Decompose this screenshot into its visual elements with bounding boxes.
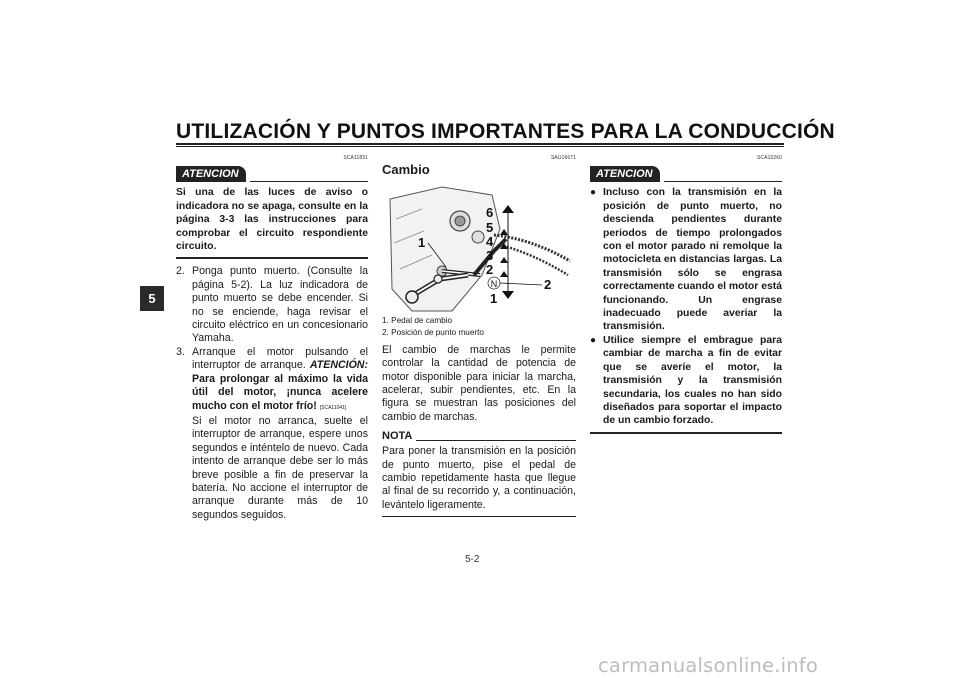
attention-code: [SCA11041] (319, 404, 347, 411)
step-number: 3. (176, 345, 185, 358)
warning-badge: ATENCION (590, 166, 660, 182)
warning-end-rule (590, 432, 782, 434)
title-rule (176, 143, 784, 145)
bullet-dot-icon: ● (590, 187, 597, 199)
step-text: Ponga punto muerto. (Consulte la página 5-2). La luz indicadora de punto muerto se debe encender. Si no se enciende, haga revisar el circuito eléctrico en un concesionario Yamaha. (192, 265, 368, 345)
watermark: carmanualsonline.info (598, 654, 818, 677)
nota-label: NOTA (382, 430, 413, 443)
warning-line (250, 181, 368, 182)
column-right (590, 152, 782, 440)
nota-text: Para poner la transmisión en la posición de punto muerto, pise el pedal de cambio repetidamente hasta que llegue al final de su recorrido y, a continuación, levántelo ligeramente. (382, 445, 576, 511)
gear-label-5: 5 (486, 219, 494, 235)
step-3 (176, 346, 368, 522)
warning-header (176, 166, 368, 182)
gear-label-3: 3 (486, 247, 494, 263)
callout-1: 1 (418, 234, 426, 250)
chapter-tab: 5 (140, 286, 164, 311)
shift-pedal-figure (382, 179, 576, 315)
nota-line (416, 440, 576, 441)
attention-label: ATENCIÓN: (309, 359, 368, 372)
attention-text: Para prolongar al máximo la vida útil del motor, ¡nunca acelere mucho con el motor frío! (192, 372, 368, 412)
column-middle (382, 152, 576, 517)
gear-label-4: 4 (486, 233, 494, 249)
step-number: 2. (176, 265, 185, 278)
nota-end-rule (382, 516, 576, 517)
shift-paragraph: El cambio de marchas le permite controlar la cantidad de potencia de motor disponible para iniciar la marcha, acelerar, subir pendientes, etc. En la figura se muestran las posiciones del cambio de marchas. (382, 343, 576, 423)
warning-text: Si una de las luces de aviso o indicadora no se apaga, consulte en la página 3-3 las instrucciones para comprobar el circuito respondiente circuito. (176, 187, 368, 253)
ref-code: SCA11831 (343, 155, 368, 161)
page-title: UTILIZACIÓN Y PUNTOS IMPORTANTES PARA LA CONDUCCIÓN (176, 120, 835, 143)
column-left (176, 152, 368, 522)
step-text (192, 346, 368, 522)
ref-code: SCA10260 (757, 155, 782, 161)
nota-header (382, 430, 576, 442)
ref-code: SAU16671 (551, 155, 576, 161)
bullet-text: Incluso con la transmisión en la posición de punto muerto, no descienda pendientes durante periodos de tiempo prolongados con el motor parado ni remolque la motocicleta en distancias largas. La transmisión sólo se engrasa correctamente cuando el motor está funcionando. Un engrase inadecuado puede averiar la transmisión. (603, 187, 783, 333)
title-rule-thin (176, 146, 784, 147)
warning-line (664, 181, 782, 182)
page-number: 5-2 (465, 554, 480, 565)
step-text-b: Si el motor no arranca, suelte el interruptor de arranque, espere unos segundos e inténtelo de nuevo. Cada intento de arranque debe ser lo más breve posible a fin de preservar la batería. No accione el interruptor de arranque durante más de 10 segundos seguidos. (192, 414, 368, 521)
figure-captions (382, 315, 576, 339)
gear-label-1: 1 (490, 290, 498, 306)
gear-neutral-label: N (490, 278, 498, 289)
bullet-text: Utilice siempre el embrague para cambiar de marcha a fin de evitar que se averíe el motor, la transmisión y la transmisión secundaria, los cuales no han sido diseñados para soportar el impacto de un cambio forzado. (603, 334, 782, 427)
shift-pedal-illustration (382, 179, 576, 315)
warning-bullet (590, 334, 782, 428)
gear-label-2: 2 (486, 261, 494, 277)
gear-label-6: 6 (486, 204, 494, 220)
bullet-dot-icon: ● (590, 334, 597, 346)
step-2 (176, 265, 368, 345)
warning-bullet (590, 186, 782, 333)
section-title: Cambio (382, 162, 430, 178)
warning-end-rule (176, 257, 368, 259)
step-text-a: Arranque el motor pulsando el interruptor de arranque. (192, 345, 368, 372)
callout-2: 2 (544, 276, 552, 292)
caption-2: 2. Posición de punto muerto (382, 327, 484, 337)
caption-1: 1. Pedal de cambio (382, 315, 453, 325)
warning-badge: ATENCION (176, 166, 246, 182)
warning-header (590, 166, 782, 182)
